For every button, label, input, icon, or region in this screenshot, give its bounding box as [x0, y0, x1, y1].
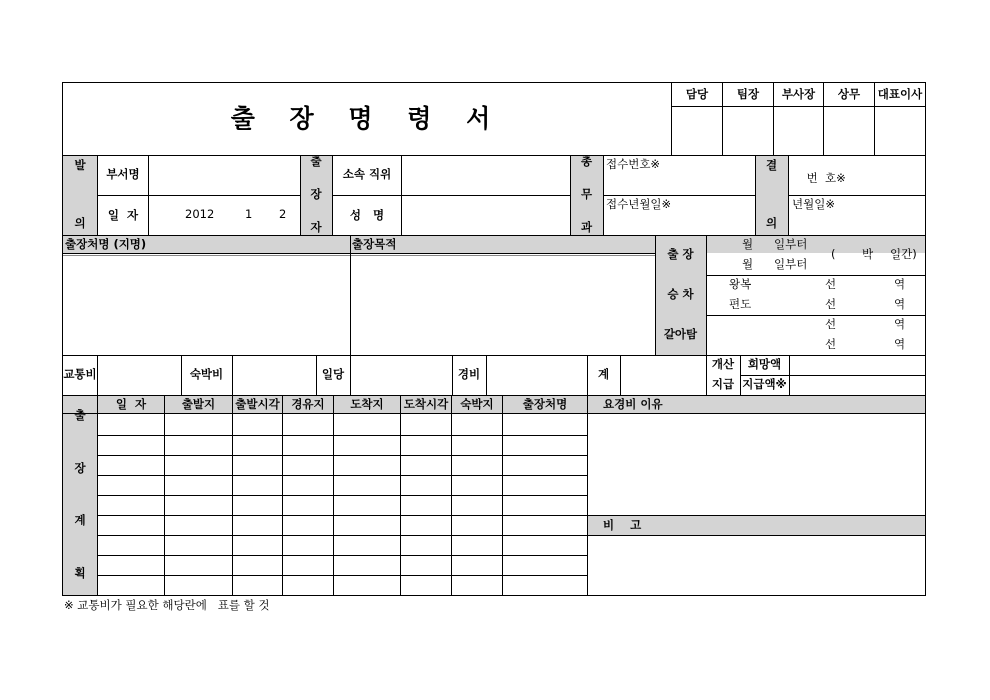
- total-label: 계: [597, 367, 610, 382]
- plan-side-label: 출 장 계 획: [74, 408, 86, 581]
- receipt-number-field[interactable]: 접수번호※: [606, 157, 661, 171]
- plan-col-via: 경유지: [291, 396, 325, 411]
- decision-number-field[interactable]: 번 호※: [806, 170, 846, 185]
- approval-header-managing-director: 상무: [837, 87, 861, 102]
- traveler-affiliation-field[interactable]: [402, 156, 570, 195]
- plan-col-lodging: 숙박지: [460, 396, 494, 411]
- remarks-field[interactable]: [588, 536, 925, 595]
- approval-header-ceo: 대표이사: [877, 87, 923, 102]
- issuer-date-month: 1: [245, 207, 253, 221]
- issuer-date-year: 2012: [185, 207, 215, 221]
- approval-sign-staff[interactable]: [672, 107, 722, 155]
- lodging-cost-label: 숙박비: [189, 367, 224, 382]
- approval-sign-managing-director[interactable]: [824, 107, 874, 155]
- remarks-label: 비 고: [603, 517, 642, 532]
- plan-col-departure-time: 출발시각: [235, 396, 280, 411]
- transport-cost-field[interactable]: [98, 356, 181, 395]
- issuer-dept-field[interactable]: [149, 156, 300, 195]
- round-trip-label: 왕복: [729, 277, 752, 291]
- misc-expense-field[interactable]: [487, 356, 587, 395]
- approval-sign-ceo[interactable]: [875, 107, 925, 155]
- issuer-date-field[interactable]: [149, 196, 300, 235]
- footnote: ※ 교통비가 필요한 해당란에 표를 할 것: [64, 598, 270, 612]
- approval-header-team-lead: 팀장: [736, 87, 760, 102]
- plan-col-arrival: 도착지: [350, 396, 384, 411]
- plan-rows-area[interactable]: [98, 414, 587, 595]
- purpose-field[interactable]: [351, 256, 655, 355]
- approval-header-staff: 담당: [685, 87, 709, 102]
- transfer-label: 갈아탐: [663, 327, 698, 342]
- expense-reason-field[interactable]: [588, 414, 925, 515]
- form-title: 출 장 명 령 서: [230, 104, 504, 133]
- total-field[interactable]: [621, 356, 706, 395]
- traveler-affiliation-label: 소속 직위: [342, 167, 392, 182]
- traveler-name-field[interactable]: [402, 196, 570, 235]
- plan-col-date: 일 자: [115, 396, 147, 411]
- paid-amount-label: 지급액※: [742, 377, 787, 392]
- issuer-dept-label: 부서명: [106, 167, 140, 182]
- decision-side-label: 결 의: [765, 158, 778, 231]
- general-affairs-side-label: 총 무 과: [580, 154, 593, 235]
- transfer-field[interactable]: 선 선 역 역: [825, 317, 906, 351]
- plan-col-arrival-time: 도착시각: [403, 396, 449, 411]
- traveler-side-label: 출 장 자: [310, 154, 322, 235]
- one-way-label: 편도: [729, 297, 752, 311]
- desired-amount-field[interactable]: [790, 356, 925, 375]
- traveler-name-label: 성 명: [349, 207, 385, 222]
- issuer-side-label: 발 의: [74, 158, 86, 231]
- ticket-label: 승 차: [667, 287, 694, 302]
- issuer-date-label: 일 자: [107, 207, 139, 222]
- daily-allowance-field[interactable]: [351, 356, 452, 395]
- plan-col-departure: 출발지: [181, 396, 216, 411]
- decision-date-field[interactable]: 년월일※: [792, 197, 835, 211]
- desired-amount-label: 희망액: [747, 357, 782, 372]
- misc-expense-label: 경비: [457, 367, 481, 382]
- destination-field[interactable]: [64, 256, 350, 355]
- plan-col-destination: 출장처명: [522, 396, 568, 411]
- lodging-cost-field[interactable]: [233, 356, 316, 395]
- trip-period-label: 출 장: [667, 247, 694, 262]
- approval-sign-team-lead[interactable]: [723, 107, 773, 155]
- expense-reason-label: 요경비 이유: [603, 396, 663, 411]
- issuer-date-day: 2: [279, 207, 287, 221]
- transport-cost-label: 교통비: [63, 367, 97, 382]
- receipt-date-field[interactable]: 접수년월일※: [606, 197, 672, 211]
- estimate-label: 개산: [711, 357, 735, 372]
- ticket-field[interactable]: 왕복 편도 선 선 역 역: [729, 277, 906, 311]
- payment-label: 지급: [711, 377, 735, 392]
- purpose-label: 출장목적: [352, 236, 397, 251]
- paid-amount-field[interactable]: [790, 376, 925, 395]
- approval-header-vice-president: 부사장: [781, 87, 816, 102]
- daily-allowance-label: 일당: [321, 367, 345, 382]
- destination-label: 출장처명 (지명): [65, 236, 147, 251]
- trip-period-field[interactable]: 월 일부터 월 일부터 ( 박 일간): [742, 237, 917, 271]
- approval-sign-vice-president[interactable]: [774, 107, 823, 155]
